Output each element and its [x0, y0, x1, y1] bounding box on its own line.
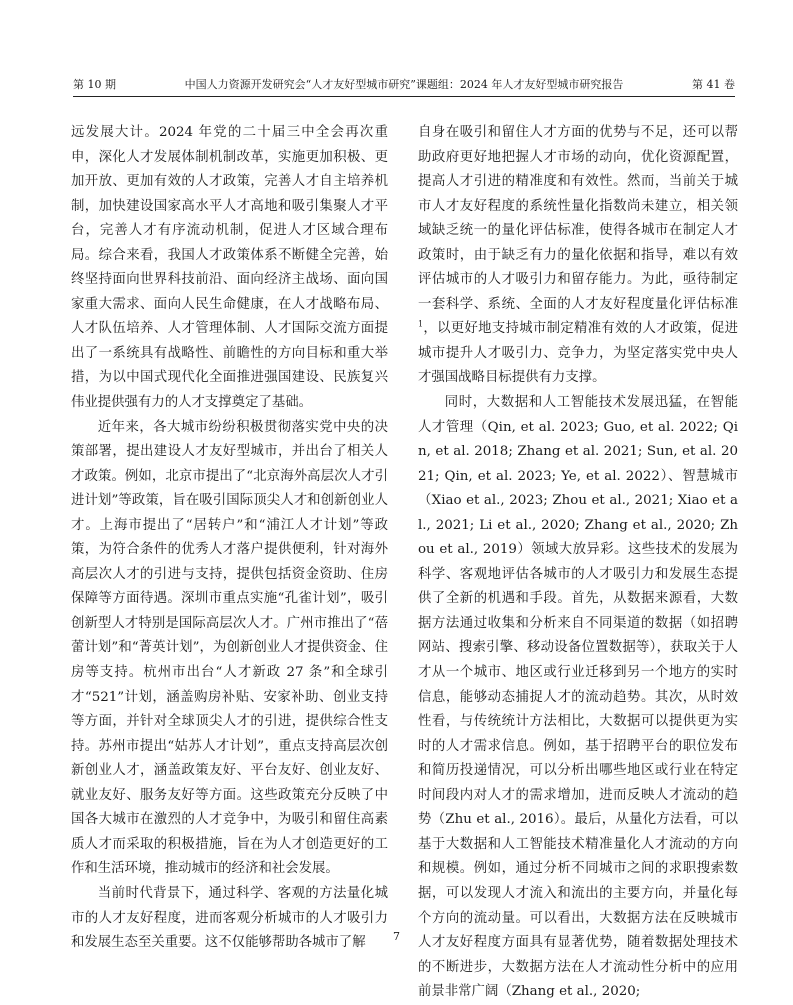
paragraph-continued-right: [418, 121, 738, 391]
right-column: [418, 121, 738, 1005]
paragraph-text: ，以更好地支持城市制定精准有效的人才政策，促进城市提升人才吸引力、竞争力，为坚定落实党中央人才强国战略目标提供有力支撑。: [418, 321, 738, 386]
header-rule: [73, 96, 735, 97]
paragraph-big-data: 同时，大数据和人工智能技术发展迅猛，在智能人才管理（Qin, et al. 2023; Guo, et al. 2022; Qin, et al. 2018; Zhang et al. 2021; Sun, et al. 2021; Qin, et al. 2023; Ye, et al. 2022）、智慧城市（Xiao et al., 2023; Zhou et al., 2021; Xiao et al., 2021; Li et al., 2020; Zhang et al., 2020; Zhou et al., 2019）领域大放异彩。这些技术的发展为科学、客观地评估各城市的人才吸引力和发展生态提供了全新的机遇和手段。首先，从数据来源看，大数据方法通过收集和分析来自不同渠道的数据（如招聘网站、搜索引擎、移动设备位置数据等），获取关于人才从一个城市、地区或行业迁移到另一个地方的实时信息，能够动态捕捉人才的流动趋势。其次，从时效性看，与传统统计方法相比，大数据可以提供更为实时的人才需求信息。例如，基于招聘平台的职位发布和简历投递情况，可以分析出哪些地区或行业在特定时间段内对人才的需求增加，进而反映人才流动的趋势（Zhu et al., 2016）。最后，从量化方法看，可以基于大数据和人工智能技术精准量化人才流动的方向和规模。例如，通过分析不同城市之间的求职搜索数据，可以发现人才流入和流出的主要方向，并量化每个方向的流动量。可以看出，大数据方法在反映城市人才友好程度方面具有显著优势，随着数据处理技术的不断进步，大数据方法在人才流动性分析中的应用前景非常广阔（Zhang et al., 2020;: [418, 395, 738, 1000]
running-title: 中国人力资源开发研究会“人才友好型城市研究”课题组：2024 年人才友好型城市研究报告: [184, 78, 624, 91]
footnote-marker: 1: [418, 319, 424, 329]
paragraph-continued: 远发展大计。2024 年党的二十届三中全会再次重申，深化人才发展体制机制改革，实施更加积极、更加开放、更加有效的人才政策，完善人才自主培养机制，加快建设国家高水平人才高地和吸引集聚人才平台，完善人才有序流动机制，促进人才区域合理布局。综合来看，我国人才政策体系不断健全完善，始终坚持面向世界科技前沿、面向经济主战场、面向国家重大需求、面向人民生命健康，在人才战略布局、人才队伍培养、人才管理体制、人才国际交流方面提出了一系统具有战略性、前瞻性的方向目标和重大举措，为以中国式现代化全面推进强国建设、民族复兴伟业提供强有力的人才支撑奠定了基础。: [71, 125, 388, 411]
paragraph-city-policies: 近年来，各大城市纷纷积极贯彻落实党中央的决策部署，提出建设人才友好型城市，并出台了相关人才政策。例如，北京市提出了“北京海外高层次人才引进计划”等政策，旨在吸引国际顶尖人才和创新创业人才。上海市提出了“居转户”和“浦江人才计划”等政策，为符合条件的优秀人才落户提供便利，针对海外高层次人才的引进与支持，提供包括资金资助、住房保障等方面待遇。深圳市重点实施“孔雀计划”，吸引创新型人才特别是国际高层次人才。广州市推出了“蓓蕾计划”和“菁英计划”，为创新创业人才提供资金、住房等支持。杭州市出台“人才新政 27 条”和全球引才“521”计划，涵盖购房补贴、安家补助、创业支持等方面，并针对全球顶尖人才的引进，提供综合性支持。苏州市提出“姑苏人才计划”，重点支持高层次创新创业人才，涵盖政策友好、平台友好、创业友好、就业友好、服务友好等方面。这些政策充分反映了中国各大城市在激烈的人才竞争中，为吸引和留住高素质人才而采取的积极措施，旨在为人才创造更好的工作和生活环境，推动城市的经济和社会发展。: [71, 419, 388, 877]
running-header: [73, 76, 735, 94]
page-number: 7: [393, 930, 400, 943]
issue-number: 第 10 期: [73, 78, 116, 91]
paragraph-background: 当前时代背景下，通过科学、客观的方法量化城市的人才友好程度，进而客观分析城市的人才吸引力和发展生态至关重要。这不仅能够帮助各城市了解: [71, 885, 388, 951]
volume-number: 第 41 卷: [692, 78, 735, 91]
left-column: [71, 121, 388, 956]
paragraph-text: 自身在吸引和留住人才方面的优势与不足，还可以帮助政府更好地把握人才市场的动向，优化资源配置，提高人才引进的精准度和有效性。然而，当前关于城市人才友好程度的系统性量化指数尚未建立，相关领域缺乏统一的量化评估标准，使得各城市在制定人才政策时，由于缺乏有力的量化依据和指导，难以有效评估城市的人才吸引力和留存能力。为此，亟待制定一套科学、系统、全面的人才友好程度量化评估标准: [418, 125, 738, 312]
